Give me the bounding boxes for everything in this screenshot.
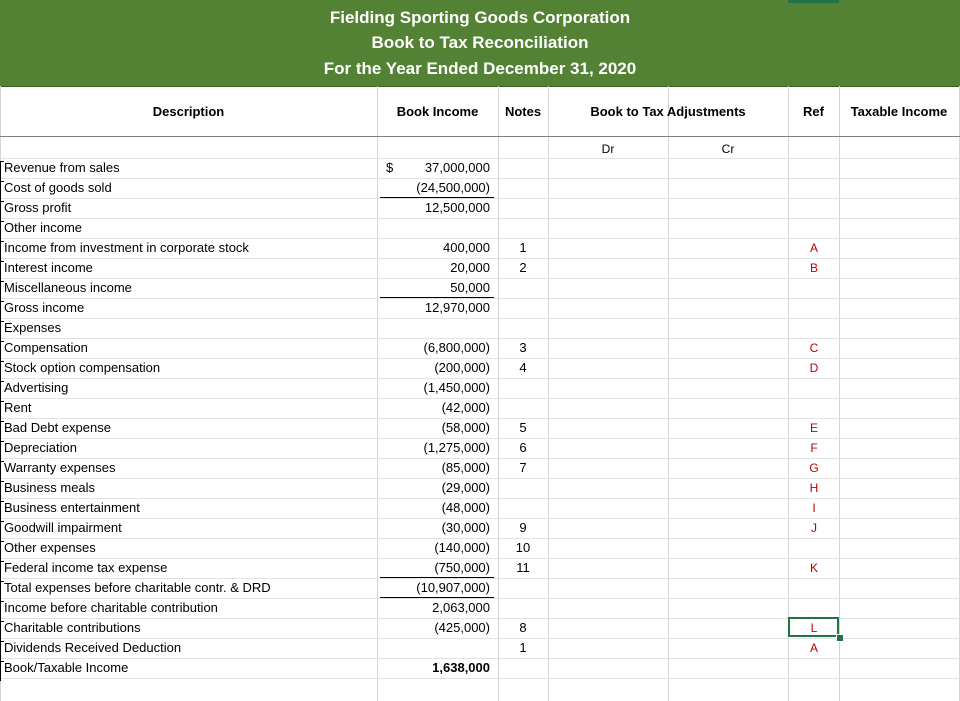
border-tick <box>0 581 4 582</box>
book-income-value[interactable]: (29,000) <box>441 480 490 495</box>
row-description[interactable]: Interest income <box>4 260 93 275</box>
note-number[interactable]: 10 <box>515 540 531 555</box>
table-row <box>0 218 960 238</box>
book-income-value[interactable] <box>380 218 490 238</box>
subtotal-rule <box>380 197 494 198</box>
col-dr[interactable]: Dr <box>601 142 615 156</box>
table-row <box>0 658 960 678</box>
row-description[interactable]: Advertising <box>4 380 69 395</box>
row-description[interactable]: Expenses <box>4 320 62 335</box>
row-description[interactable]: Gross profit <box>4 200 72 215</box>
note-number[interactable]: 11 <box>516 560 530 575</box>
border-tick <box>0 441 4 442</box>
book-income-value[interactable]: (85,000) <box>441 460 490 475</box>
row-description[interactable]: Goodwill impairment <box>4 520 122 535</box>
border-tick <box>0 541 4 542</box>
table-row <box>0 438 960 458</box>
ref-letter[interactable]: J <box>811 521 817 535</box>
note-number[interactable]: 8 <box>519 620 527 635</box>
table-row <box>0 638 960 658</box>
ref-letter[interactable] <box>790 378 838 398</box>
subtotal-rule <box>380 297 494 298</box>
col-notes[interactable]: Notes <box>504 104 542 119</box>
ref-letter[interactable] <box>790 198 838 218</box>
row-description[interactable]: Warranty expenses <box>4 460 116 475</box>
table-row <box>0 178 960 198</box>
border-tick <box>0 361 4 362</box>
table-row <box>0 238 960 258</box>
note-number[interactable] <box>500 218 546 238</box>
table-row <box>0 378 960 398</box>
table-row <box>0 578 960 598</box>
book-income-value[interactable]: (140,000) <box>434 540 490 555</box>
ref-letter[interactable] <box>790 298 838 318</box>
row-description[interactable]: Depreciation <box>4 440 77 455</box>
note-number[interactable] <box>500 658 546 678</box>
ref-letter[interactable] <box>790 218 838 238</box>
note-number[interactable]: 1 <box>519 240 527 255</box>
row-description[interactable]: Cost of goods sold <box>4 180 112 195</box>
border-tick <box>0 661 4 662</box>
border-tick <box>0 461 4 462</box>
book-income-value[interactable]: (6,800,000) <box>423 340 490 355</box>
row-description[interactable]: Business meals <box>4 480 96 495</box>
row-description[interactable]: Other income <box>4 220 83 235</box>
note-number[interactable]: 5 <box>519 420 527 435</box>
border-tick <box>0 181 4 182</box>
border-tick <box>0 301 4 302</box>
ref-letter[interactable]: H <box>809 481 819 495</box>
row-description[interactable]: Miscellaneous income <box>4 280 132 295</box>
note-number[interactable] <box>500 278 546 298</box>
row-description[interactable]: Other expenses <box>4 540 96 555</box>
border-tick <box>0 201 4 202</box>
table-row <box>0 198 960 218</box>
header-divider <box>0 136 960 137</box>
report-title: Book to Tax Reconciliation <box>371 33 589 52</box>
note-number[interactable]: 7 <box>519 460 527 475</box>
book-income-value[interactable]: 20,000 <box>450 260 490 275</box>
book-income-value[interactable]: (1,450,000) <box>423 380 490 395</box>
book-income-value[interactable]: (24,500,000) <box>416 180 490 195</box>
note-number[interactable] <box>500 178 546 198</box>
report-header <box>0 0 960 87</box>
note-number[interactable] <box>500 318 546 338</box>
ref-letter[interactable] <box>790 578 838 598</box>
note-number[interactable] <box>500 598 546 618</box>
book-income-value[interactable]: 400,000 <box>443 240 490 255</box>
border-tick <box>0 641 4 642</box>
row-description[interactable]: Total expenses before charitable contr. & DRD <box>4 580 271 595</box>
col-taxable-income[interactable]: Taxable Income <box>850 104 948 119</box>
row-description[interactable]: Revenue from sales <box>4 160 120 175</box>
note-number[interactable]: 6 <box>519 440 527 455</box>
book-income-value[interactable]: 2,063,000 <box>432 600 490 615</box>
ref-letter[interactable]: A <box>809 641 818 655</box>
report-period: For the Year Ended December 31, 2020 <box>323 59 637 78</box>
border-tick <box>0 621 4 622</box>
table-row <box>0 498 960 518</box>
border-tick <box>0 561 4 562</box>
row-description[interactable]: Compensation <box>4 340 88 355</box>
book-income-value[interactable]: (1,275,000) <box>423 440 490 455</box>
book-income-value[interactable]: 50,000 <box>450 280 490 295</box>
row-description[interactable]: Bad Debt expense <box>4 420 111 435</box>
row-description[interactable]: Rent <box>4 400 32 415</box>
row-description[interactable]: Federal income tax expense <box>4 560 168 575</box>
selected-column-marker <box>788 0 839 3</box>
border-tick <box>0 321 4 322</box>
table-row <box>0 398 960 418</box>
fill-handle[interactable] <box>836 634 844 642</box>
note-number[interactable] <box>500 398 546 418</box>
ref-letter[interactable] <box>790 598 838 618</box>
book-income-value[interactable]: 1,638,000 <box>432 660 490 675</box>
book-income-value[interactable]: (30,000) <box>441 520 490 535</box>
currency-symbol[interactable]: $ <box>386 160 394 175</box>
book-income-value[interactable]: 37,000,000 <box>424 160 490 175</box>
table-row <box>0 278 960 298</box>
ref-letter[interactable]: C <box>809 341 819 355</box>
subtotal-rule <box>380 597 494 598</box>
ref-letter[interactable]: A <box>809 241 818 255</box>
ref-letter[interactable]: D <box>809 361 819 375</box>
note-number[interactable] <box>500 158 546 178</box>
col-book-income[interactable]: Book Income <box>396 104 479 119</box>
row-description[interactable]: Charitable contributions <box>4 620 141 635</box>
border-tick <box>0 221 4 222</box>
ref-letter[interactable] <box>790 318 838 338</box>
note-number[interactable]: 2 <box>519 260 527 275</box>
subtotal-rule <box>380 577 494 578</box>
ref-letter[interactable] <box>790 158 838 178</box>
table-row <box>0 558 960 578</box>
note-number[interactable]: 3 <box>519 340 527 355</box>
ref-letter[interactable]: F <box>810 441 818 455</box>
border-tick <box>0 601 4 602</box>
note-number[interactable]: 1 <box>519 640 527 655</box>
book-income-value[interactable]: (42,000) <box>441 400 490 415</box>
book-income-value[interactable]: (200,000) <box>434 360 490 375</box>
book-income-value[interactable]: 12,970,000 <box>424 300 490 315</box>
border-tick <box>0 421 4 422</box>
row-description[interactable]: Business entertainment <box>4 500 140 515</box>
table-row <box>0 538 960 558</box>
note-number[interactable] <box>500 378 546 398</box>
grid-line <box>0 678 960 679</box>
border-tick <box>0 481 4 482</box>
table-row <box>0 418 960 438</box>
row-description[interactable]: Income from investment in corporate stock <box>4 240 249 255</box>
border-tick <box>0 381 4 382</box>
ref-letter[interactable]: E <box>809 421 818 435</box>
border-tick <box>0 261 4 262</box>
table-row <box>0 358 960 378</box>
col-description[interactable]: Description <box>152 104 225 119</box>
ref-letter[interactable]: B <box>809 261 818 275</box>
book-income-value[interactable]: (425,000) <box>434 620 490 635</box>
column-header-row <box>0 87 960 136</box>
note-number[interactable]: 4 <box>519 360 527 375</box>
book-income-value[interactable]: (58,000) <box>441 420 490 435</box>
row-description[interactable]: Stock option compensation <box>4 360 161 375</box>
col-ref[interactable]: Ref <box>803 104 824 119</box>
border-tick <box>0 501 4 502</box>
note-number[interactable]: 9 <box>519 520 527 535</box>
row-description[interactable]: Income before charitable contribution <box>4 600 218 615</box>
ref-letter[interactable]: G <box>809 461 819 475</box>
table-row <box>0 298 960 318</box>
table-row <box>0 478 960 498</box>
book-income-value[interactable]: (750,000) <box>434 560 490 575</box>
active-cell-selection[interactable] <box>788 617 839 637</box>
table-row <box>0 518 960 538</box>
ref-letter[interactable] <box>790 398 838 418</box>
table-row <box>0 338 960 358</box>
border-tick <box>0 161 4 162</box>
border-tick <box>0 281 4 282</box>
note-number[interactable] <box>500 578 546 598</box>
border-tick <box>0 341 4 342</box>
note-number[interactable] <box>500 298 546 318</box>
book-income-value[interactable] <box>380 638 490 658</box>
row-description[interactable]: Dividends Received Deduction <box>4 640 182 655</box>
ref-letter[interactable]: K <box>809 561 818 575</box>
table-row <box>0 258 960 278</box>
ref-letter[interactable] <box>790 658 838 678</box>
border-tick <box>0 241 4 242</box>
ref-letter[interactable] <box>790 538 838 558</box>
table-row <box>0 458 960 478</box>
col-cr[interactable]: Cr <box>721 142 735 156</box>
ref-letter[interactable]: L <box>810 621 818 635</box>
book-income-value[interactable]: (48,000) <box>441 500 490 515</box>
row-description[interactable]: Book/Taxable Income <box>4 660 129 675</box>
border-tick <box>0 521 4 522</box>
col-adjustments[interactable]: Book to Tax Adjustments <box>590 104 746 119</box>
table-row <box>0 158 960 178</box>
company-name: Fielding Sporting Goods Corporation <box>329 8 631 27</box>
row-description[interactable]: Gross income <box>4 300 85 315</box>
table-row <box>0 598 960 618</box>
book-income-value[interactable]: 12,500,000 <box>424 200 490 215</box>
table-row <box>0 318 960 338</box>
book-income-value[interactable] <box>380 318 490 338</box>
ref-letter[interactable] <box>790 178 838 198</box>
note-number[interactable] <box>500 198 546 218</box>
border-tick <box>0 401 4 402</box>
ref-letter[interactable]: I <box>812 501 816 515</box>
note-number[interactable] <box>500 498 546 518</box>
ref-letter[interactable] <box>790 278 838 298</box>
note-number[interactable] <box>500 478 546 498</box>
book-income-value[interactable]: (10,907,000) <box>416 580 490 595</box>
